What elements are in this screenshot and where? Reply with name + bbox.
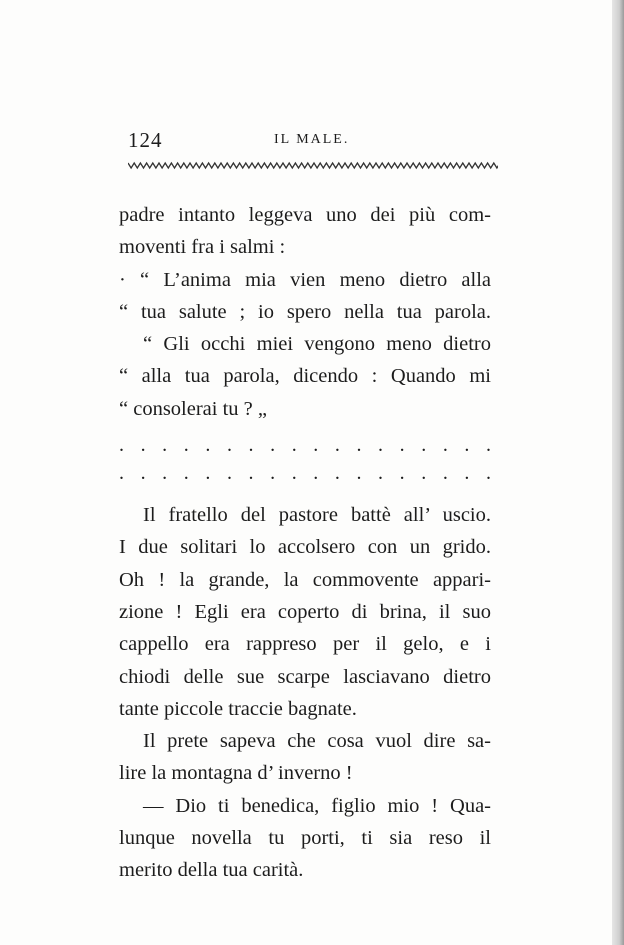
ellipsis-row: . . . . . . . . . . . . . . . . . . bbox=[119, 462, 491, 485]
text-line: cappello era rappreso per il gelo, e i bbox=[119, 633, 491, 656]
text-line: Il prete sapeva che cosa vuol dire sa- bbox=[143, 730, 491, 753]
running-head: IL MALE. bbox=[274, 132, 350, 147]
text-line: zione ! Egli era coperto di brina, il suo bbox=[119, 600, 491, 623]
quote-line: “ tua salute ; io spero nella tua parola. bbox=[119, 300, 491, 323]
text-line: Oh ! la grande, la commovente appari- bbox=[119, 568, 491, 591]
text-body bbox=[119, 199, 491, 887]
text-line: — Dio ti benedica, figlio mio ! Qua- bbox=[143, 794, 491, 817]
page-header bbox=[128, 128, 498, 150]
quote-line: “ consolerai tu ? „ bbox=[119, 397, 267, 420]
text-line: tante piccole traccie bagnate. bbox=[119, 697, 357, 720]
decorative-rule bbox=[128, 160, 498, 170]
text-line: Il fratello del pastore battè all’ uscio. bbox=[143, 504, 491, 527]
text-line: lunque novella tu porti, ti sia reso il bbox=[119, 827, 491, 850]
text-line: merito della tua carità. bbox=[119, 859, 304, 882]
quote-line: “ alla tua parola, dicendo : Quando mi bbox=[119, 365, 491, 388]
text-line: I due solitari lo accolsero con un grido. bbox=[119, 536, 491, 559]
quote-line: · “ L’anima mia vien meno dietro alla bbox=[119, 268, 491, 291]
ellipsis-row: . . . . . . . . . . . . . . . . . . bbox=[119, 434, 491, 457]
quote-line: “ Gli occhi miei vengono meno dietro bbox=[143, 333, 491, 356]
page-edge-shadow bbox=[612, 0, 624, 945]
page-number: 124 bbox=[128, 128, 163, 152]
text-line: lire la montagna d’ inverno ! bbox=[119, 762, 353, 785]
text-line: padre intanto leggeva uno dei più com- bbox=[119, 204, 491, 226]
text-line: chiodi delle sue scarpe lasciavano dietro bbox=[119, 665, 491, 688]
text-line: moventi fra i salmi : bbox=[119, 236, 286, 259]
